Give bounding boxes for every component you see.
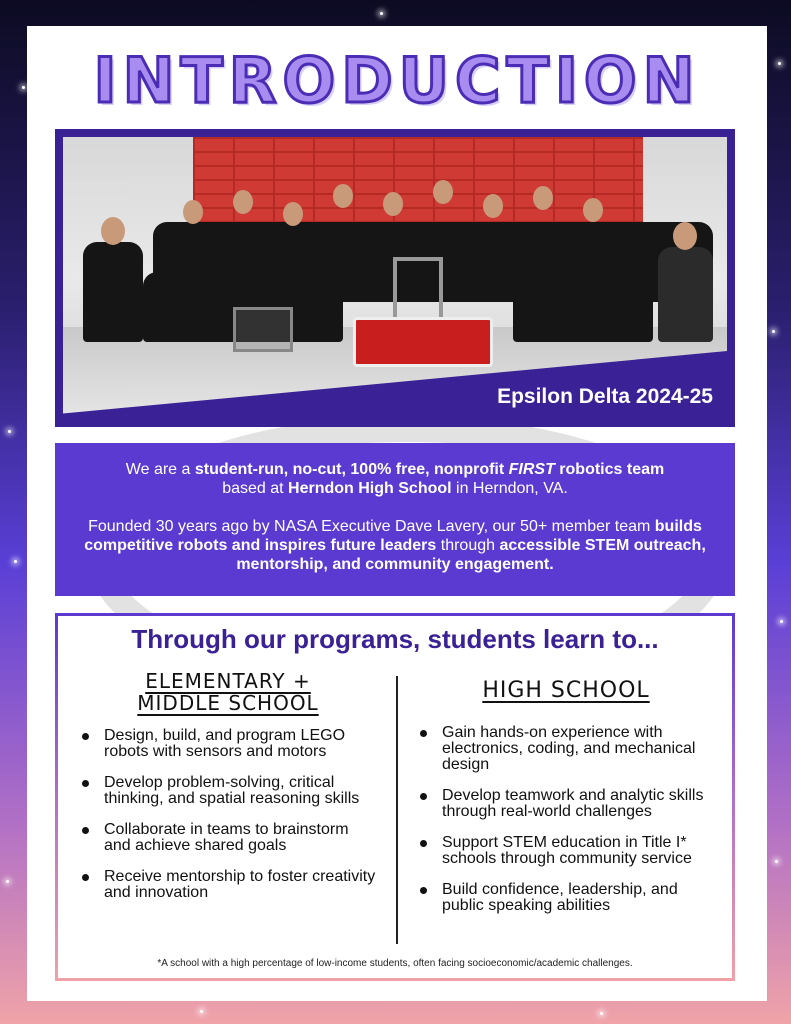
- photo-caption: Epsilon Delta 2024-25: [497, 385, 713, 408]
- flyer-page: [27, 26, 767, 1001]
- list-item: Receive mentorship to foster creativity and innovation: [78, 869, 378, 901]
- elementary-list: [78, 728, 378, 901]
- high-school-column: [416, 670, 716, 929]
- star-decoration: [380, 12, 383, 15]
- list-item: Design, build, and program LEGO robots with sensors and motors: [78, 728, 378, 760]
- list-item: Support STEM education in Title I* schools through community service: [416, 835, 716, 867]
- programs-box: [55, 613, 735, 981]
- star-decoration: [200, 1010, 203, 1013]
- star-decoration: [600, 1012, 603, 1015]
- star-decoration: [22, 86, 25, 89]
- star-decoration: [772, 330, 775, 333]
- photo-competition-robot: [353, 317, 493, 367]
- list-item: Gain hands-on experience with electronics, coding, and mechanical design: [416, 725, 716, 773]
- star-decoration: [8, 430, 11, 433]
- star-decoration: [775, 860, 778, 863]
- intro-paragraph-1: We are a student-run, no-cut, 100% free, nonprofit FIRST robotics team based at Herndon High School in Herndon, VA.: [125, 461, 665, 497]
- high-school-heading: HIGH SCHOOL: [482, 678, 650, 703]
- high-school-list: [416, 725, 716, 914]
- list-item: Build confidence, leadership, and public speaking abilities: [416, 882, 716, 914]
- star-decoration: [778, 62, 781, 65]
- intro-paragraph-2: Founded 30 years ago by NASA Executive Dave Lavery, our 50+ member team builds competitive robots and inspires future leaders through accessible STEM outreach, mentorship, and community engagement.: [84, 518, 706, 573]
- footnote: *A school with a high percentage of low-income students, often facing socioeconomic/academic challenges.: [157, 958, 633, 969]
- list-item: Collaborate in teams to brainstorm and achieve shared goals: [78, 822, 378, 854]
- elementary-heading: ELEMENTARY + MIDDLE SCHOOL: [137, 669, 319, 715]
- team-photo: [63, 137, 727, 419]
- star-decoration: [6, 880, 9, 883]
- star-decoration: [780, 620, 783, 623]
- column-divider: [396, 676, 398, 944]
- page-title: INTRODUCTION: [93, 44, 701, 117]
- photo-lego-robot: [233, 307, 293, 352]
- star-decoration: [14, 560, 17, 563]
- intro-box: [55, 443, 735, 596]
- list-item: Develop problem-solving, critical thinking, and spatial reasoning skills: [78, 775, 378, 807]
- team-photo-frame: [55, 129, 735, 427]
- programs-title: Through our programs, students learn to...: [131, 624, 659, 654]
- elementary-column: [78, 670, 378, 916]
- list-item: Develop teamwork and analytic skills through real-world challenges: [416, 788, 716, 820]
